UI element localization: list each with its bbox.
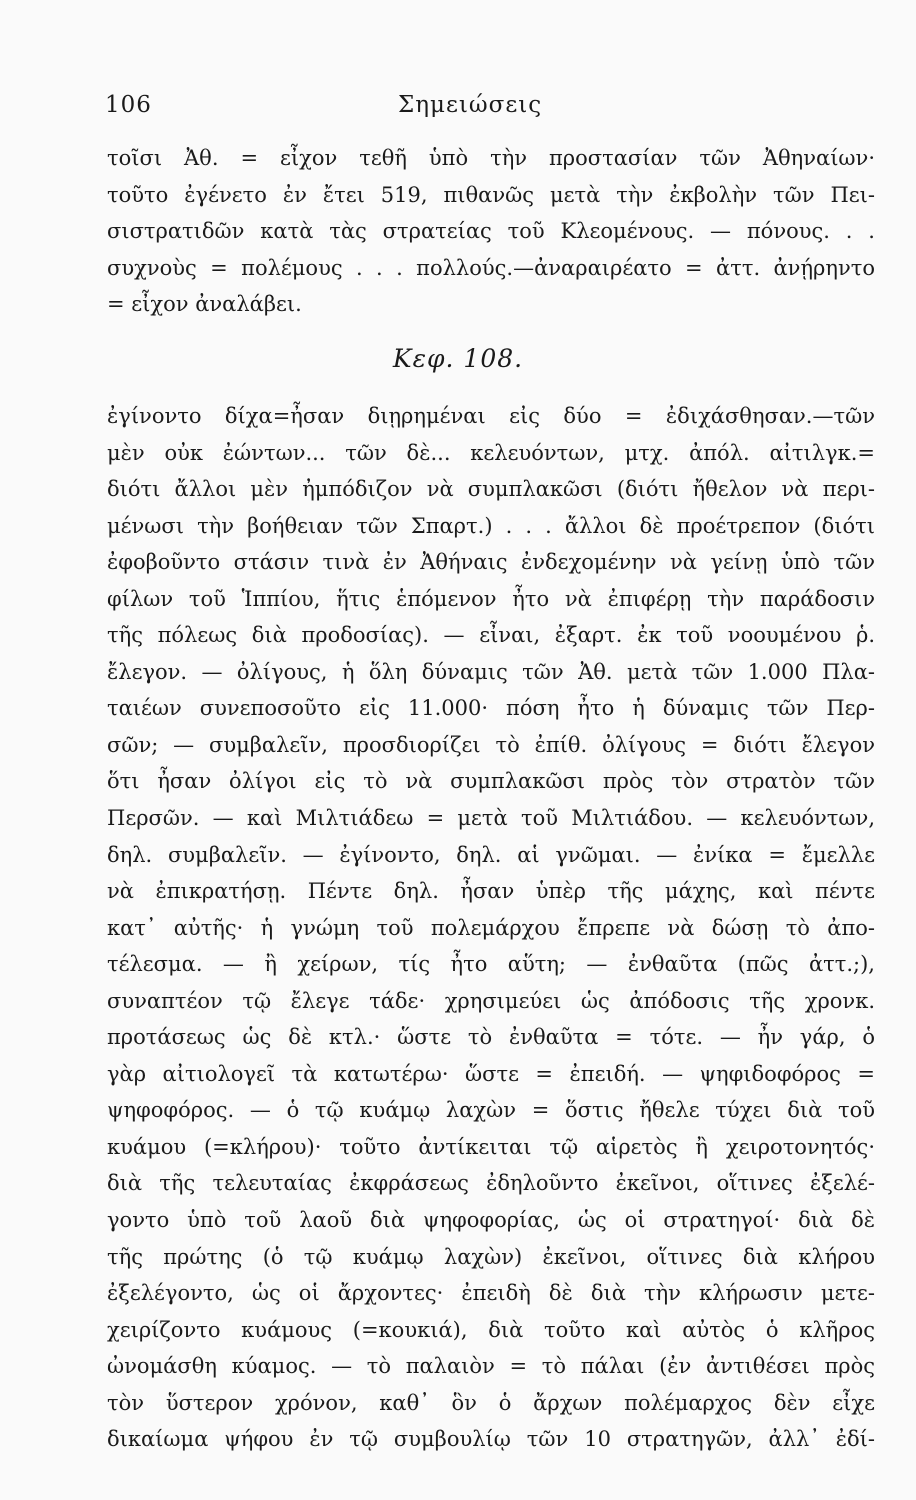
- text-line: κυάμου (=κλήρου)· τοῦτο ἀντίκειται τῷ αἱρετὸς ἢ χειροτονητός·: [107, 1134, 875, 1159]
- text-line: νὰ ἐπικρατήσῃ. Πέντε δηλ. ἦσαν ὑπὲρ τῆς μάχης, καὶ πέντε: [107, 879, 875, 904]
- text-line: σιστρατιδῶν κατὰ τὰς στρατείας τοῦ Κλεομένους. — πόνους. . .: [107, 219, 875, 244]
- text-line: τοῦτο ἐγένετο ἐν ἔτει 519, πιθανῶς μετὰ τὴν ἐκβολὴν τῶν Πει-: [107, 182, 875, 207]
- text-line: προτάσεως ὡς δὲ κτλ.· ὥστε τὸ ἐνθαῦτα = τότε. — ἦν γάρ, ὁ: [107, 1025, 875, 1050]
- text-line: κατ᾽ αὐτῆς· ἡ γνώμη τοῦ πολεμάρχου ἔπρεπε νὰ δώσῃ τὸ ἀπο-: [107, 915, 875, 940]
- text-line: σῶν; — συμβαλεῖν, προσδιορίζει τὸ ἐπίθ. ὀλίγους = διότι ἔλεγον: [107, 732, 875, 757]
- section-heading: Κεφ. 108.: [392, 344, 524, 373]
- text-line: = εἶχον ἀναλάβει.: [107, 292, 302, 317]
- text-line: ὠνομάσθη κύαμος. — τὸ παλαιὸν = τὸ πάλαι (ἐν ἀντιθέσει πρὸς: [107, 1354, 875, 1379]
- running-title: Σημειώσεις: [398, 92, 543, 118]
- text-line: τὸν ὕστερον χρόνον, καθ᾽ ὃν ὁ ἄρχων πολέμαρχος δὲν εἶχε: [107, 1390, 875, 1415]
- text-line: χειρίζοντο κυάμους (=κουκιά), διὰ τοῦτο καὶ αὐτὸς ὁ κλῆρος: [107, 1317, 875, 1342]
- text-line: Περσῶν. — καὶ Μιλτιάδεω = μετὰ τοῦ Μιλτιάδου. — κελευόντων,: [107, 806, 875, 831]
- text-line: ἐγίνοντο δίχα=ἦσαν διῃρημέναι εἰς δύο = ἐδιχάσθησαν.—τῶν: [107, 404, 875, 428]
- text-line: διὰ τῆς τελευταίας ἐκφράσεως ἐδηλοῦντο ἐκεῖνοι, οἵτινες ἐξελέ-: [107, 1171, 875, 1196]
- paragraph-notes-top: [107, 140, 875, 323]
- text-line: διότι ἄλλοι μὲν ἠμπόδιζον νὰ συμπλακῶσι (διότι ἤθελον νὰ περι-: [107, 477, 875, 502]
- text-line: ὅτι ἦσαν ὀλίγοι εἰς τὸ νὰ συμπλακῶσι πρὸς τὸν στρατὸν τῶν: [107, 769, 875, 794]
- text-line: τῆς πρώτης (ὁ τῷ κυάμῳ λαχὼν) ἐκεῖνοι, οἵτινες διὰ κλήρου: [107, 1244, 875, 1269]
- text-line: συναπτέον τῷ ἔλεγε τάδε· χρησιμεύει ὡς ἀπόδοσις τῆς χρονκ.: [107, 988, 875, 1013]
- text-line: τοῖσι Ἀθ. = εἶχον τεθῆ ὑπὸ τὴν προστασίαν τῶν Ἀθηναίων·: [107, 146, 875, 170]
- text-line: ἔλεγον. — ὀλίγους, ἡ ὅλη δύναμις τῶν Ἀθ. μετὰ τῶν 1.000 Πλα-: [107, 659, 875, 684]
- text-line: γοντο ὑπὸ τοῦ λαοῦ διὰ ψηφοφορίας, ὡς οἱ στρατηγοί· διὰ δὲ: [107, 1208, 875, 1233]
- text-line: δηλ. συμβαλεῖν. — ἐγίνοντο, δηλ. αἱ γνῶμαι. — ἐνίκα = ἔμελλε: [107, 842, 875, 867]
- page-header: [0, 92, 916, 132]
- text-line: ἐξελέγοντο, ὡς οἱ ἄρχοντες· ἐπειδὴ δὲ διὰ τὴν κλήρωσιν μετε-: [107, 1281, 875, 1306]
- page-number: 106: [105, 92, 152, 118]
- text-line: δικαίωμα ψήφου ἐν τῷ συμβουλίῳ τῶν 10 στρατηγῶν, ἀλλ᾽ ἐδί-: [107, 1427, 875, 1452]
- paragraph-chapter-108: [107, 398, 875, 1458]
- text-line: τέλεσμα. — ἢ χείρων, τίς ἦτο αὕτη; — ἐνθαῦτα (πῶς ἀττ.;),: [107, 952, 875, 977]
- text-line: ψηφοφόρος. — ὁ τῷ κυάμῳ λαχὼν = ὅστις ἤθελε τύχει διὰ τοῦ: [107, 1098, 875, 1123]
- text-line: ταιέων συνεποσοῦτο εἰς 11.000· πόση ἦτο ἡ δύναμις τῶν Περ-: [107, 696, 875, 721]
- text-line: γὰρ αἰτιολογεῖ τὰ κατωτέρω· ὥστε = ἐπειδή. — ψηφιδοφόρος =: [107, 1061, 875, 1086]
- text-line: φίλων τοῦ Ἱππίου, ἥτις ἑπόμενον ἦτο νὰ ἐπιφέρῃ τὴν παράδοσιν: [107, 586, 875, 611]
- text-line: συχνοὺς = πολέμους . . . πολλούς.—ἀναραιρέατο = ἀττ. ἀνῄρηντο: [107, 255, 875, 280]
- text-line: μένωσι τὴν βοήθειαν τῶν Σπαρτ.) . . . ἄλλοι δὲ προέτρεπον (διότι: [107, 513, 875, 538]
- text-line: τῆς πόλεως διὰ προδοσίας). — εἶναι, ἐξαρτ. ἐκ τοῦ νοουμένου ῥ.: [107, 623, 875, 648]
- text-line: μὲν οὐκ ἐώντων... τῶν δὲ... κελευόντων, μτχ. ἀπόλ. αἰτιλγκ.=: [107, 440, 875, 465]
- text-line: ἐφοβοῦντο στάσιν τινὰ ἐν Ἀθήναις ἐνδεχομένην νὰ γείνῃ ὑπὸ τῶν: [107, 550, 875, 575]
